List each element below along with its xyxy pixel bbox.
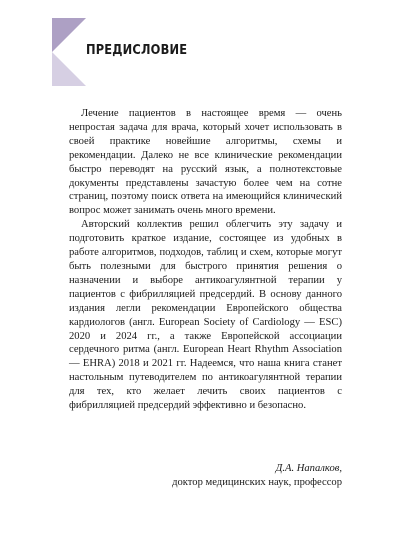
signature-name: Д.А. Напалков, bbox=[275, 463, 342, 474]
page-title: ПРЕДИСЛОВИЕ bbox=[86, 43, 188, 58]
corner-chevron-ornament bbox=[52, 18, 86, 86]
paragraph: Лечение пациентов в настоящее время — очень непростая задача для врача, который хочет использовать в своей практике новейшие алгоритмы, схемы и рекомендации. Далеко не все клинические рекомендации быстро переводят на русский язык, а полнотекстовые документы представлены зачастую более чем на сотне страниц, поэтому поиск ответа на имеющийся клинический вопрос может занимать очень много времени. bbox=[69, 108, 342, 217]
corner-chevron-dark bbox=[52, 18, 86, 52]
preface-body bbox=[69, 107, 342, 413]
signature-title: доктор медицинских наук, профессор bbox=[172, 477, 342, 488]
paragraph: Авторский коллектив решил облегчить эту задачу и подготовить краткое издание, состоящее из удобных в работе алгоритмов, подходов, таблиц и схем, которые могут быть полезными для быстрого принятия решения о назначении и выборе антикоагулянтной терапии у пациентов с фибрилляцией предсердий. В основу данного издания легли рекомендации Европейского общества кардиологов (англ. European Society of Cardiology — ESC) 2020 и 2024 гг., а также Европейской ассоциации сердечного ритма (англ. European Heart Rhythm Association — EHRA) 2018 и 2021 гг. Надеемся, что наша книга станет настольным путеводителем по антикоагулянтной терапии для тех, кто желает лечить своих пациентов с фибрилляцией предсердий эффективно и безопасно. bbox=[69, 219, 342, 412]
